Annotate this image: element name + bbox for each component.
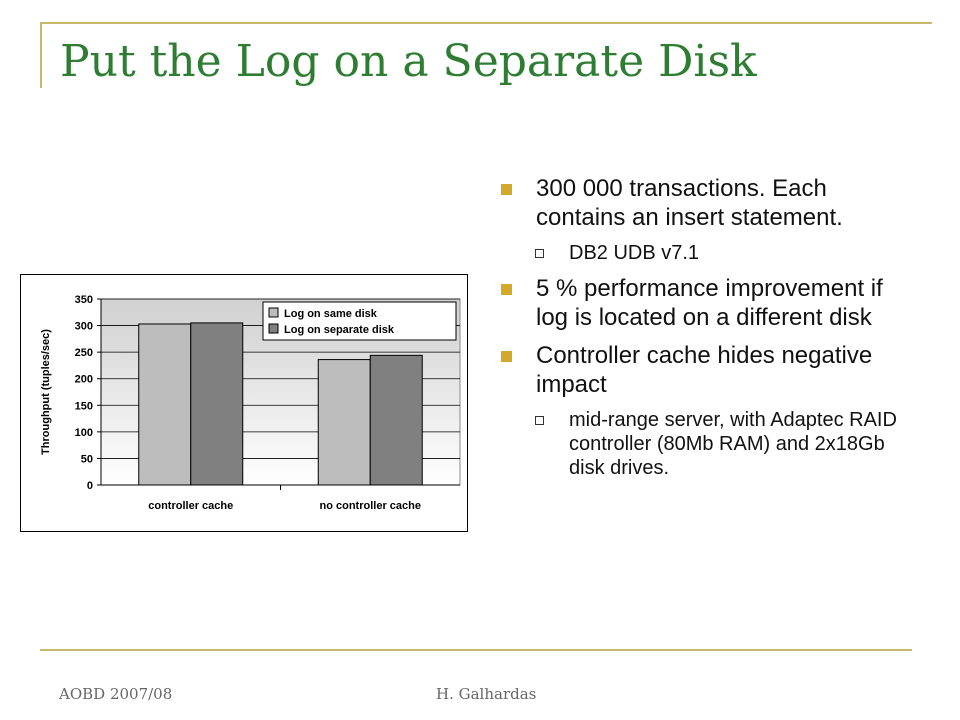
legend-swatch [269, 308, 278, 317]
y-tick-label: 150 [74, 400, 93, 413]
y-axis-label: Throughput (tuples/sec) [40, 329, 52, 455]
square-bullet-icon [501, 284, 512, 295]
sub-bullet-text: mid-range server, with Adaptec RAID controller (80Mb RAM) and 2x18Gb disk drives. [569, 409, 897, 479]
bullet-item [498, 174, 908, 232]
x-category-label: controller cache [148, 500, 234, 512]
sub-bullet-text: DB2 UDB v7.1 [569, 242, 700, 264]
left-rule [40, 22, 42, 88]
legend-label: Log on separate disk [284, 324, 395, 336]
bullet-text: 5 % performance improvement if log is located on a different disk [536, 275, 883, 331]
hollow-square-bullet-icon [535, 249, 544, 258]
square-bullet-icon [501, 351, 512, 362]
chart-svg [21, 275, 467, 531]
sub-bullet-item [498, 241, 908, 265]
slide-title: Put the Log on a Separate Disk [60, 36, 757, 87]
y-tick-label: 50 [80, 453, 93, 466]
square-bullet-icon [501, 184, 512, 195]
x-category-label: no controller cache [319, 500, 421, 512]
throughput-chart [20, 274, 468, 532]
bullet-text: 300 000 transactions. Each contains an insert statement. [536, 175, 843, 231]
bullet-item [498, 274, 908, 332]
y-tick-label: 100 [74, 426, 93, 439]
y-tick-label: 200 [74, 373, 93, 386]
bottom-rule [40, 649, 912, 651]
bullet-list [498, 174, 908, 489]
y-tick-label: 350 [74, 294, 93, 306]
bullet-item [498, 341, 908, 399]
y-tick-label: 300 [74, 320, 93, 333]
y-tick-label: 250 [74, 347, 93, 360]
legend-swatch [269, 324, 278, 333]
footer-course: AOBD 2007/08 [59, 685, 173, 703]
legend-label: Log on same disk [284, 308, 377, 320]
hollow-square-bullet-icon [535, 416, 544, 425]
top-rule [40, 22, 932, 24]
bullet-text: Controller cache hides negative impact [536, 342, 873, 398]
bar-separate-disk [370, 355, 422, 485]
bar-same-disk [318, 360, 370, 485]
sub-bullet-item [498, 408, 908, 480]
y-tick-label: 0 [86, 480, 93, 492]
bar-separate-disk [191, 323, 243, 485]
bar-same-disk [139, 324, 191, 485]
footer-author: H. Galhardas [436, 685, 537, 703]
